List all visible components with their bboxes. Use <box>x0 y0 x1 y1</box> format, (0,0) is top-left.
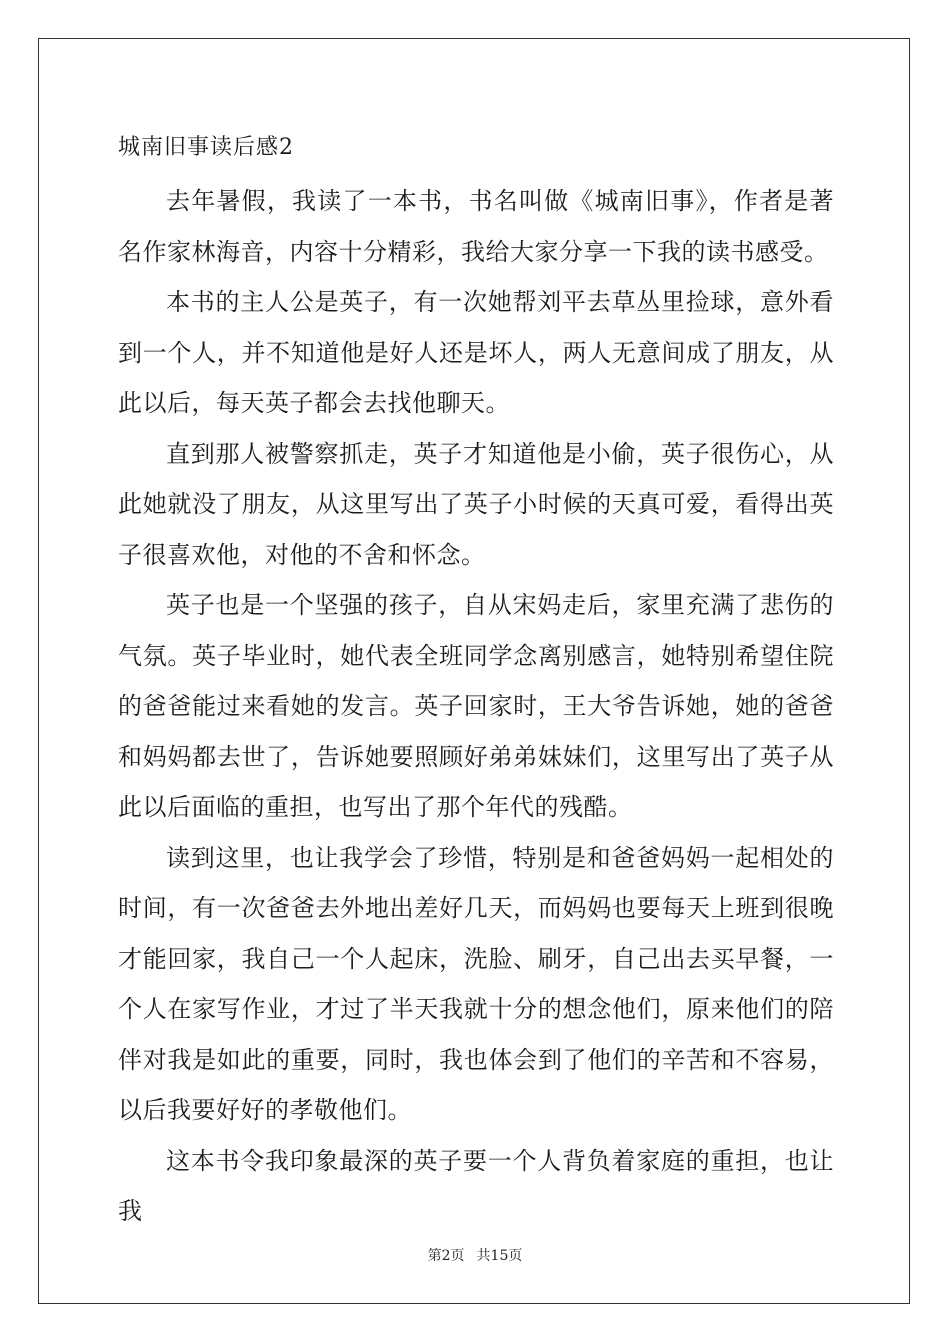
page-footer <box>0 1246 950 1266</box>
paragraph: 英子也是一个坚强的孩子，自从宋妈走后，家里充满了悲伤的气氛。英子毕业时，她代表全班同学念离别感言，她特别希望住院的爸爸能过来看她的发言。英子回家时，王大爷告诉她，她的爸爸和妈妈都去世了，告诉她要照顾好弟弟妹妹们，这里写出了英子从此以后面临的重担，也写出了那个年代的残酷。 <box>118 591 834 821</box>
paragraph: 直到那人被警察抓走，英子才知道他是小偷，英子很伤心，从此她就没了朋友，从这里写出了英子小时候的天真可爱，看得出英子很喜欢他，对他的不舍和怀念。 <box>118 439 834 569</box>
document-title: 城南旧事读后感2 <box>118 135 294 160</box>
paragraph: 本书的主人公是英子，有一次她帮刘平去草丛里捡球，意外看到一个人，并不知道他是好人还是坏人，两人无意间成了朋友，从此以后，每天英子都会去找他聊天。 <box>118 288 834 417</box>
page-number: 第2页 <box>427 1248 465 1264</box>
paragraph: 这本书令我印象最深的英子要一个人背负着家庭的重担，也让我 <box>118 1146 834 1225</box>
paragraph: 读到这里，也让我学会了珍惜，特别是和爸爸妈妈一起相处的时间，有一次爸爸去外地出差好几天，而妈妈也要每天上班到很晚才能回家，我自己一个人起床，洗脸、刷牙，自己出去买早餐，一个人在家写作业，才过了半天我就十分的想念他们，原来他们的陪伴对我是如此的重要，同时，我也体会到了他们的辛苦和不容易，以后我要好好的孝敬他们。 <box>118 843 834 1124</box>
document-body <box>118 176 834 1237</box>
paragraph: 去年暑假，我读了一本书，书名叫做《城南旧事》，作者是著名作家林海音，内容十分精彩，我给大家分享一下我的读书感受。 <box>118 187 834 266</box>
page-total: 共15页 <box>476 1248 523 1264</box>
